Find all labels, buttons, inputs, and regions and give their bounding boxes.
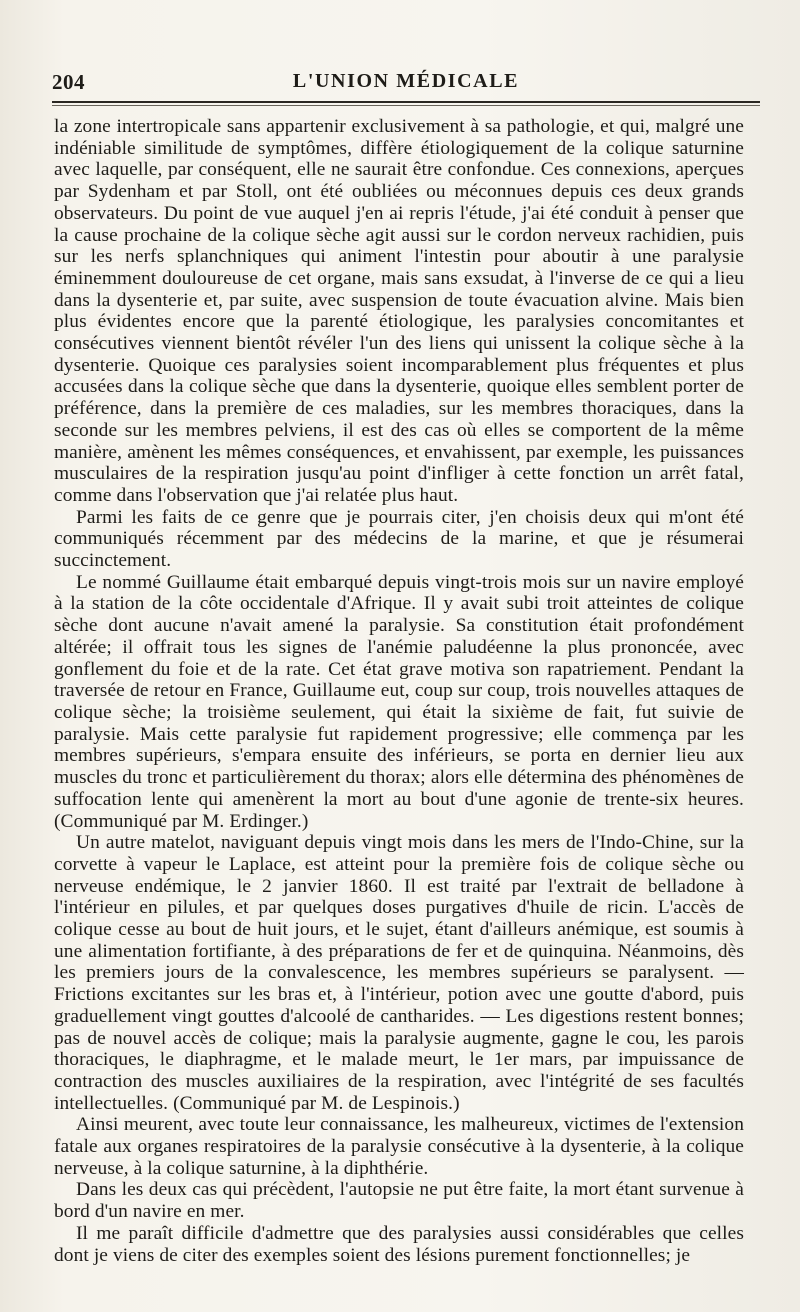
header-rule	[52, 101, 760, 103]
paragraph-continuation: la zone intertropicale sans appartenir exclusivement à sa pathologie, et qui, malgré une indéniable similitude de symptômes, diffère étiologiquement de la colique saturnine avec laquelle, par conséquent, elle ne saurait être confondue. Ces connexions, aperçues par Sydenham et par Stoll, ont été oubliées ou méconnues depuis ces deux grands observateurs. Du point de vue auquel j'en ai repris l'étude, j'ai été conduit à penser que la cause prochaine de la colique sèche agit aussi sur le cordon nerveux rachidien, puis sur les nerfs splanchniques qui animent l'intestin pour aboutir à une paralysie éminemment douloureuse de cet organe, mais sans exsudat, à l'inverse de ce qui a lieu dans la dysenterie et, par suite, avec suspension de toute évacuation alvine. Mais bien plus évidentes encore que la parenté étiologique, les paralysies concomitantes et consécutives viennent bientôt révéler l'un des liens qui unissent la colique sèche à la dysenterie. Quoique ces paralysies soient incomparablement plus fréquentes et plus accusées dans la colique sèche que dans la dysenterie, quoique elles semblent porter de préférence, dans la première de ces maladies, sur les membres thoraciques, dans la seconde sur les membres pelviens, il est des cas où elles se comportent de la même manière, amènent les mêmes conséquences, et envahissent, par exemple, les puissances musculaires de la respiration jusqu'au point d'infliger à cette fonction un arrêt fatal, comme dans l'observation que j'ai relatée plus haut.	[54, 116, 744, 506]
page-number: 204	[52, 70, 85, 94]
paragraph-intro-cases: Parmi les faits de ce genre que je pourrais citer, j'en choisis deux qui m'ont été communiqués récemment par des médecins de la marine, et que je résumerai succinctement.	[54, 506, 744, 572]
running-title: L'UNION MÉDICALE	[292, 70, 520, 92]
paragraph-case-matelot: Un autre matelot, naviguant depuis vingt mois dans les mers de l'Indo-Chine, sur la corvette à vapeur le Laplace, est atteint pour la première fois de colique sèche ou nerveuse endémique, le 2 janvier 1860. Il est traité par l'extrait de belladone à l'intérieur en pilules, et par quelques doses purgatives d'huile de ricin. L'accès de colique cesse au bout de huit jours, et le sujet, étant d'ailleurs anémique, est soumis à une alimentation fortifiante, à des préparations de fer et de quinquina. Néanmoins, dès les premiers jours de la convalescence, les membres supérieurs se paralysent. — Frictions excitantes sur les bras et, à l'intérieur, potion avec une goutte d'abord, puis graduellement vingt gouttes d'alcoolé de cantharides. — Les digestions restent bonnes; pas de nouvel accès de colique; mais la paralysie augmente, gagne le cou, les parois thoraciques, le diaphragme, et le malade meurt, le 1er mars, par impuissance de contraction des muscles auxiliaires de la respiration, avec l'intégrité de ses facultés intellectuelles. (Communiqué par M. de Lespinois.)	[54, 832, 744, 1114]
body-text	[54, 116, 744, 1266]
paragraph-case-guillaume: Le nommé Guillaume était embarqué depuis vingt-trois mois sur un navire employé à la station de la côte occidentale d'Afrique. Il y avait subi troit atteintes de colique sèche dont aucune n'avait amené la paralysie. Sa constitution était profondément altérée; il offrait tous les signes de l'anémie paludéenne la plus prononcée, avec gonflement du foie et de la rate. Cet état grave motiva son rapatriement. Pendant la traversée de retour en France, Guillaume eut, coup sur coup, trois nouvelles attaques de colique sèche; la troisième seulement, qui était la sixième de fait, fut suivie de paralysie. Mais cette paralysie fut rapidement progressive; elle commença par les membres supérieurs, s'empara ensuite des inférieurs, se porta en dernier lieu aux muscles du tronc et particulièrement du thorax; alors elle détermina des phénomènes de suffocation lente qui amenèrent la mort au bout d'une agonie de trente-six heures. (Communiqué par M. Erdinger.)	[54, 571, 744, 832]
paragraph-conclusion: Il me paraît difficile d'admettre que des paralysies aussi considérables que celles dont je viens de citer des exemples soient des lésions purement fonctionnelles; je	[54, 1222, 744, 1266]
header-rule-thin	[52, 105, 760, 106]
paragraph-autopsie: Dans les deux cas qui précèdent, l'autopsie ne put être faite, la mort étant survenue à bord d'un navire en mer.	[54, 1179, 744, 1223]
paragraph-ainsi-meurent: Ainsi meurent, avec toute leur connaissance, les malheureux, victimes de l'extension fatale aux organes respiratoires de la paralysie consécutive à la dysenterie, à la colique nerveuse, à la colique saturnine, à la diphthérie.	[54, 1114, 744, 1179]
page-header	[52, 62, 760, 98]
